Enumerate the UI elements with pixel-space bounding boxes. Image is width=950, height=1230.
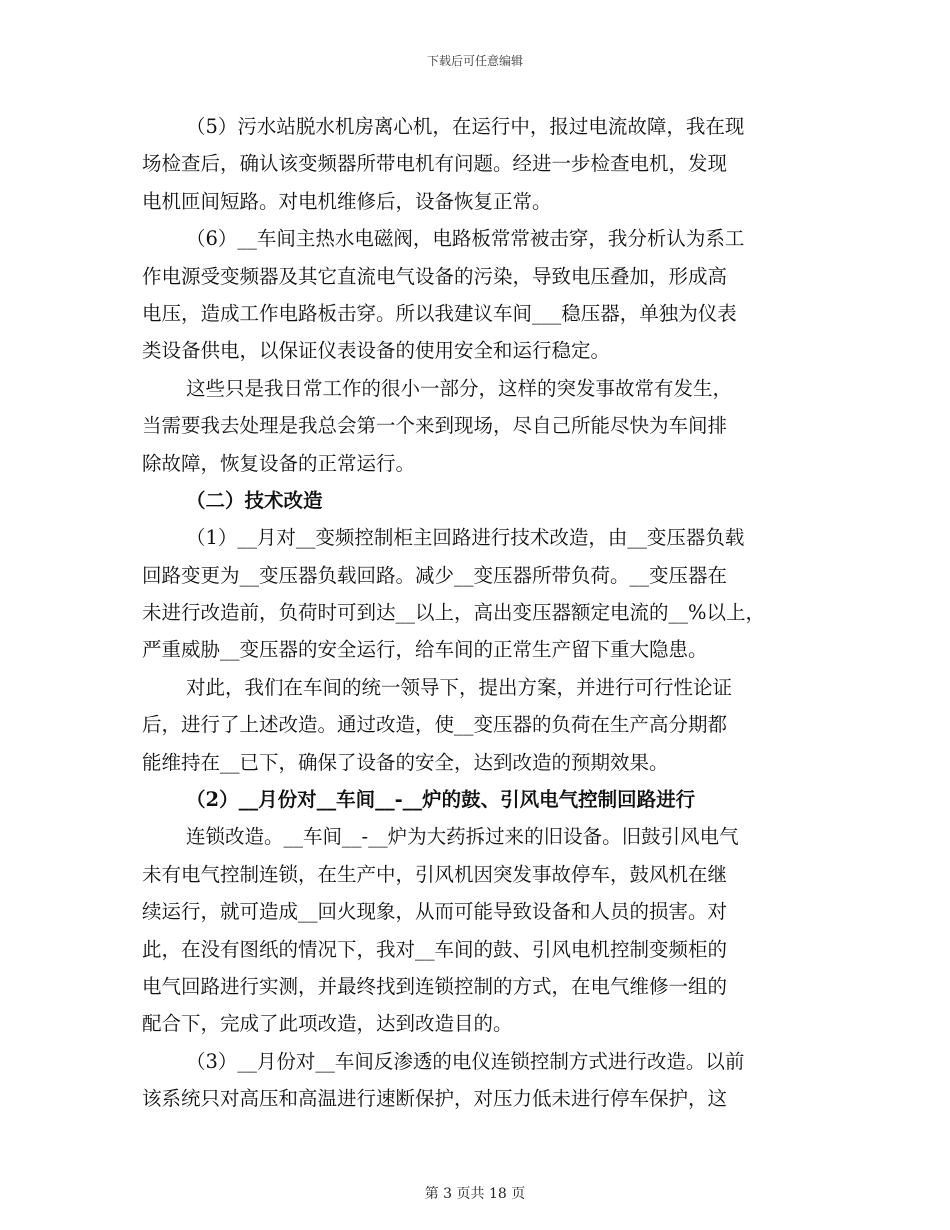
paragraph-line: 严重威胁__变压器的安全运行，给车间的正常生产留下重大隐患。 [142, 638, 708, 662]
document-body [142, 108, 810, 1118]
paragraph-line: 电机匝间短路。对电机维修后，设备恢复正常。 [142, 189, 552, 213]
paragraph-line: 未有电气控制连锁，在生产中，引风机因突发事故停车，鼓风机在继 [142, 862, 728, 886]
paragraph-line: 除故障，恢复设备的正常运行。 [142, 451, 416, 475]
section-heading-line: （二）技术改造 [186, 488, 323, 512]
page-number: 第 3 页共 18 页 [424, 1186, 526, 1202]
paragraph-line: 回路变更为__变压器负载回路。减少__变压器所带负荷。__变压器在 [142, 563, 728, 587]
paragraph-line: 场检查后，确认该变频器所带电机有问题。经进一步检查电机，发现 [142, 152, 728, 176]
paragraph-line: 电压，造成工作电路板击穿。所以我建议车间___稳压器，单独为仪表 [142, 301, 737, 325]
paragraph-line: （5）污水站脱水机房离心机，在运行中，报过电流故障，我在现 [186, 115, 745, 138]
section-heading-line: （2）__月份对__车间__-__炉的鼓、引风电气控制回路进行 [186, 788, 696, 812]
paragraph-line: 电气回路进行实测，并最终找到连锁控制的方式，在电气维修一组的 [142, 974, 728, 998]
paragraph-line: 未进行改造前，负荷时可到达__以上，高出变压器额定电流的__%以上， [142, 601, 766, 625]
paragraph-line: 类设备供电，以保证仪表设备的使用安全和运行稳定。 [142, 339, 611, 363]
paragraph-line: 作电源受变频器及其它直流电气设备的污染，导致电压叠加，形成高 [142, 264, 728, 288]
paragraph-line: 这些只是我日常工作的很小一部分，这样的突发事故常有发生， [186, 376, 733, 400]
paragraph-line: （1）__月对__变频控制柜主回路进行技术改造，由__变压器负载 [186, 526, 745, 550]
paragraph-line: 对此，我们在车间的统一领导下，提出方案，并进行可行性论证 [186, 675, 733, 699]
paragraph-line: 连锁改造。__车间__-__炉为大药拆过来的旧设备。旧鼓引风电气 [186, 825, 739, 849]
paragraph-line: 该系统只对高压和高温进行速断保护，对压力低未进行停车保护，这 [142, 1087, 728, 1111]
page-header: 下载后可任意编辑 [426, 54, 523, 68]
paragraph-line: 此，在没有图纸的情况下，我对__车间的鼓、引风电机控制变频柜的 [142, 937, 728, 961]
paragraph-line: （6）__车间主热水电磁阀，电路板常常被击穿，我分析认为系工 [186, 227, 745, 251]
paragraph-line: 当需要我去处理是我总会第一个来到现场，尽自己所能尽快为车间排 [142, 414, 728, 438]
paragraph-line: （3）__月份对__车间反渗透的电仪连锁控制方式进行改造。以前 [186, 1049, 745, 1073]
paragraph-line: 配合下，完成了此项改造，达到改造目的。 [142, 1012, 513, 1036]
paragraph-line: 后，进行了上述改造。通过改造，使__变压器的负荷在生产高分期都 [142, 713, 728, 737]
paragraph-line: 续运行，就可造成__回火现象，从而可能导致设备和人员的损害。对 [142, 900, 728, 924]
paragraph-line: 能维持在__已下，确保了设备的安全，达到改造的预期效果。 [142, 750, 669, 774]
